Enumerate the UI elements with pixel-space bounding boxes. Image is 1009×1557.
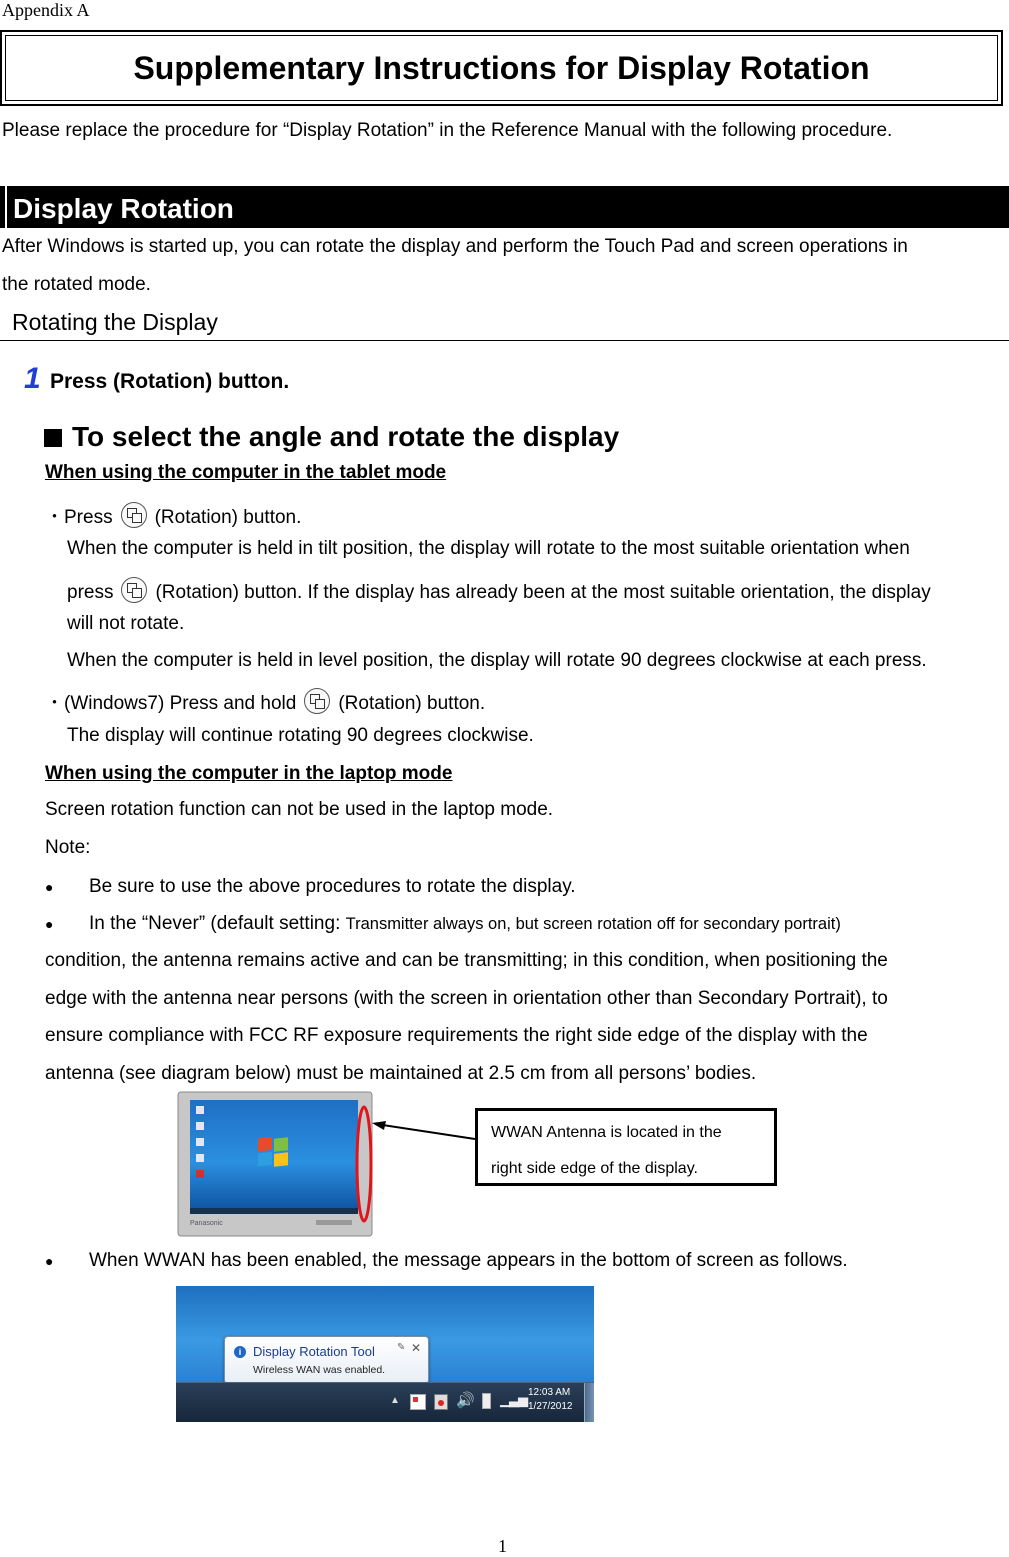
notification-balloon [224,1336,429,1384]
tablet-bullet-1: ・Press (Rotation) button. [45,502,301,529]
antenna-callout [475,1108,777,1186]
tablet-para-1: When the computer is held in tilt position, the display will rotate to the most suitable orientation when [67,538,910,559]
close-icon[interactable]: ✕ [411,1341,422,1355]
antenna-callout-line1: WWAN Antenna is located in the [491,1124,722,1141]
note-bullet-2: ● In the “Never” (default setting: Transmitter always on, but screen rotation off for secondary portrait) [45,913,841,934]
clock-date[interactable]: 1/27/2012 [528,1401,573,1412]
subheading: Rotating the Display [12,309,218,335]
wwan-status-icon[interactable] [410,1394,426,1410]
step-number: 1 [24,362,41,395]
signal-icon[interactable]: ▁▃▅ [500,1392,527,1407]
info-icon: i [234,1346,246,1358]
brand-label: Panasonic [190,1220,223,1227]
note-bullet-1: ● Be sure to use the above procedures to rotate the display. [45,876,576,897]
note-line-3: edge with the antenna near persons (with the screen in orientation other than Secondary Portrait), to [45,988,888,1009]
battery-icon[interactable] [482,1393,491,1409]
tablet-mode-heading: When using the computer in the tablet mode [45,462,447,483]
balloon-text: Wireless WAN was enabled. [253,1364,386,1376]
laptop-mode-heading: When using the computer in the laptop mode [45,763,453,784]
page-title: Supplementary Instructions for Display Rotation [5,35,998,101]
intro-text: Please replace the procedure for “Display Rotation” in the Reference Manual with the following procedure. [2,120,893,141]
wrench-icon[interactable]: ✎ [397,1342,406,1353]
show-desktop-button[interactable] [584,1383,594,1422]
rotation-icon [121,577,147,603]
rotation-icon [121,502,147,528]
taskbar-screenshot [176,1286,594,1422]
tablet-para-3: will not rotate. [67,613,185,634]
square-bullet-icon [44,429,62,447]
action-center-icon[interactable] [434,1394,448,1410]
speaker-icon[interactable]: 🔊 [456,1392,475,1409]
note-label: Note: [45,837,91,858]
subheading-rule [0,340,1009,341]
section-desc-line2: the rotated mode. [2,274,151,295]
note-line-4: ensure compliance with FCC RF exposure requirements the right side edge of the display with the [45,1025,868,1046]
tablet-para-5: The display will continue rotating 90 degrees clockwise. [67,725,534,746]
clock-time[interactable]: 12:03 AM [528,1387,571,1398]
note-line-5: antenna (see diagram below) must be maintained at 2.5 cm from all persons’ bodies. [45,1063,757,1084]
page-number: 1 [498,1536,507,1556]
rotation-icon [304,688,330,714]
tablet-para-4: When the computer is held in level position, the display will rotate 90 degrees clockwise at each press. [67,650,927,671]
tablet-bullet-2: ・(Windows7) Press and hold (Rotation) button. [45,688,485,715]
arrowhead-icon [372,1121,386,1130]
note-bullet-3: ● When WWAN has been enabled, the message appears in the bottom of screen as follows. [45,1250,848,1271]
appendix-label: Appendix A [2,0,90,20]
show-hidden-icons-icon[interactable]: ▲ [390,1395,400,1406]
taskbar [176,1382,594,1422]
section-bar [0,186,1009,228]
pointer-line [376,1124,475,1139]
tablet-diagram [176,1090,486,1240]
antenna-callout-line2: right side edge of the display. [491,1160,698,1177]
tablet-para-2: press (Rotation) button. If the display has already been at the most suitable orientation, the display [67,577,931,604]
balloon-title: Display Rotation Tool [253,1344,375,1359]
select-heading: To select the angle and rotate the display [44,421,619,453]
step-text: Press (Rotation) button. [50,370,290,393]
section-desc-line1: After Windows is started up, you can rotate the display and perform the Touch Pad and screen operations in [2,236,908,257]
note-line-2: condition, the antenna remains active and can be transmitting; in this condition, when positioning the [45,950,888,971]
laptop-mode-text: Screen rotation function can not be used in the laptop mode. [45,799,554,820]
section-title: Display Rotation [5,186,242,228]
title-box [0,30,1003,106]
